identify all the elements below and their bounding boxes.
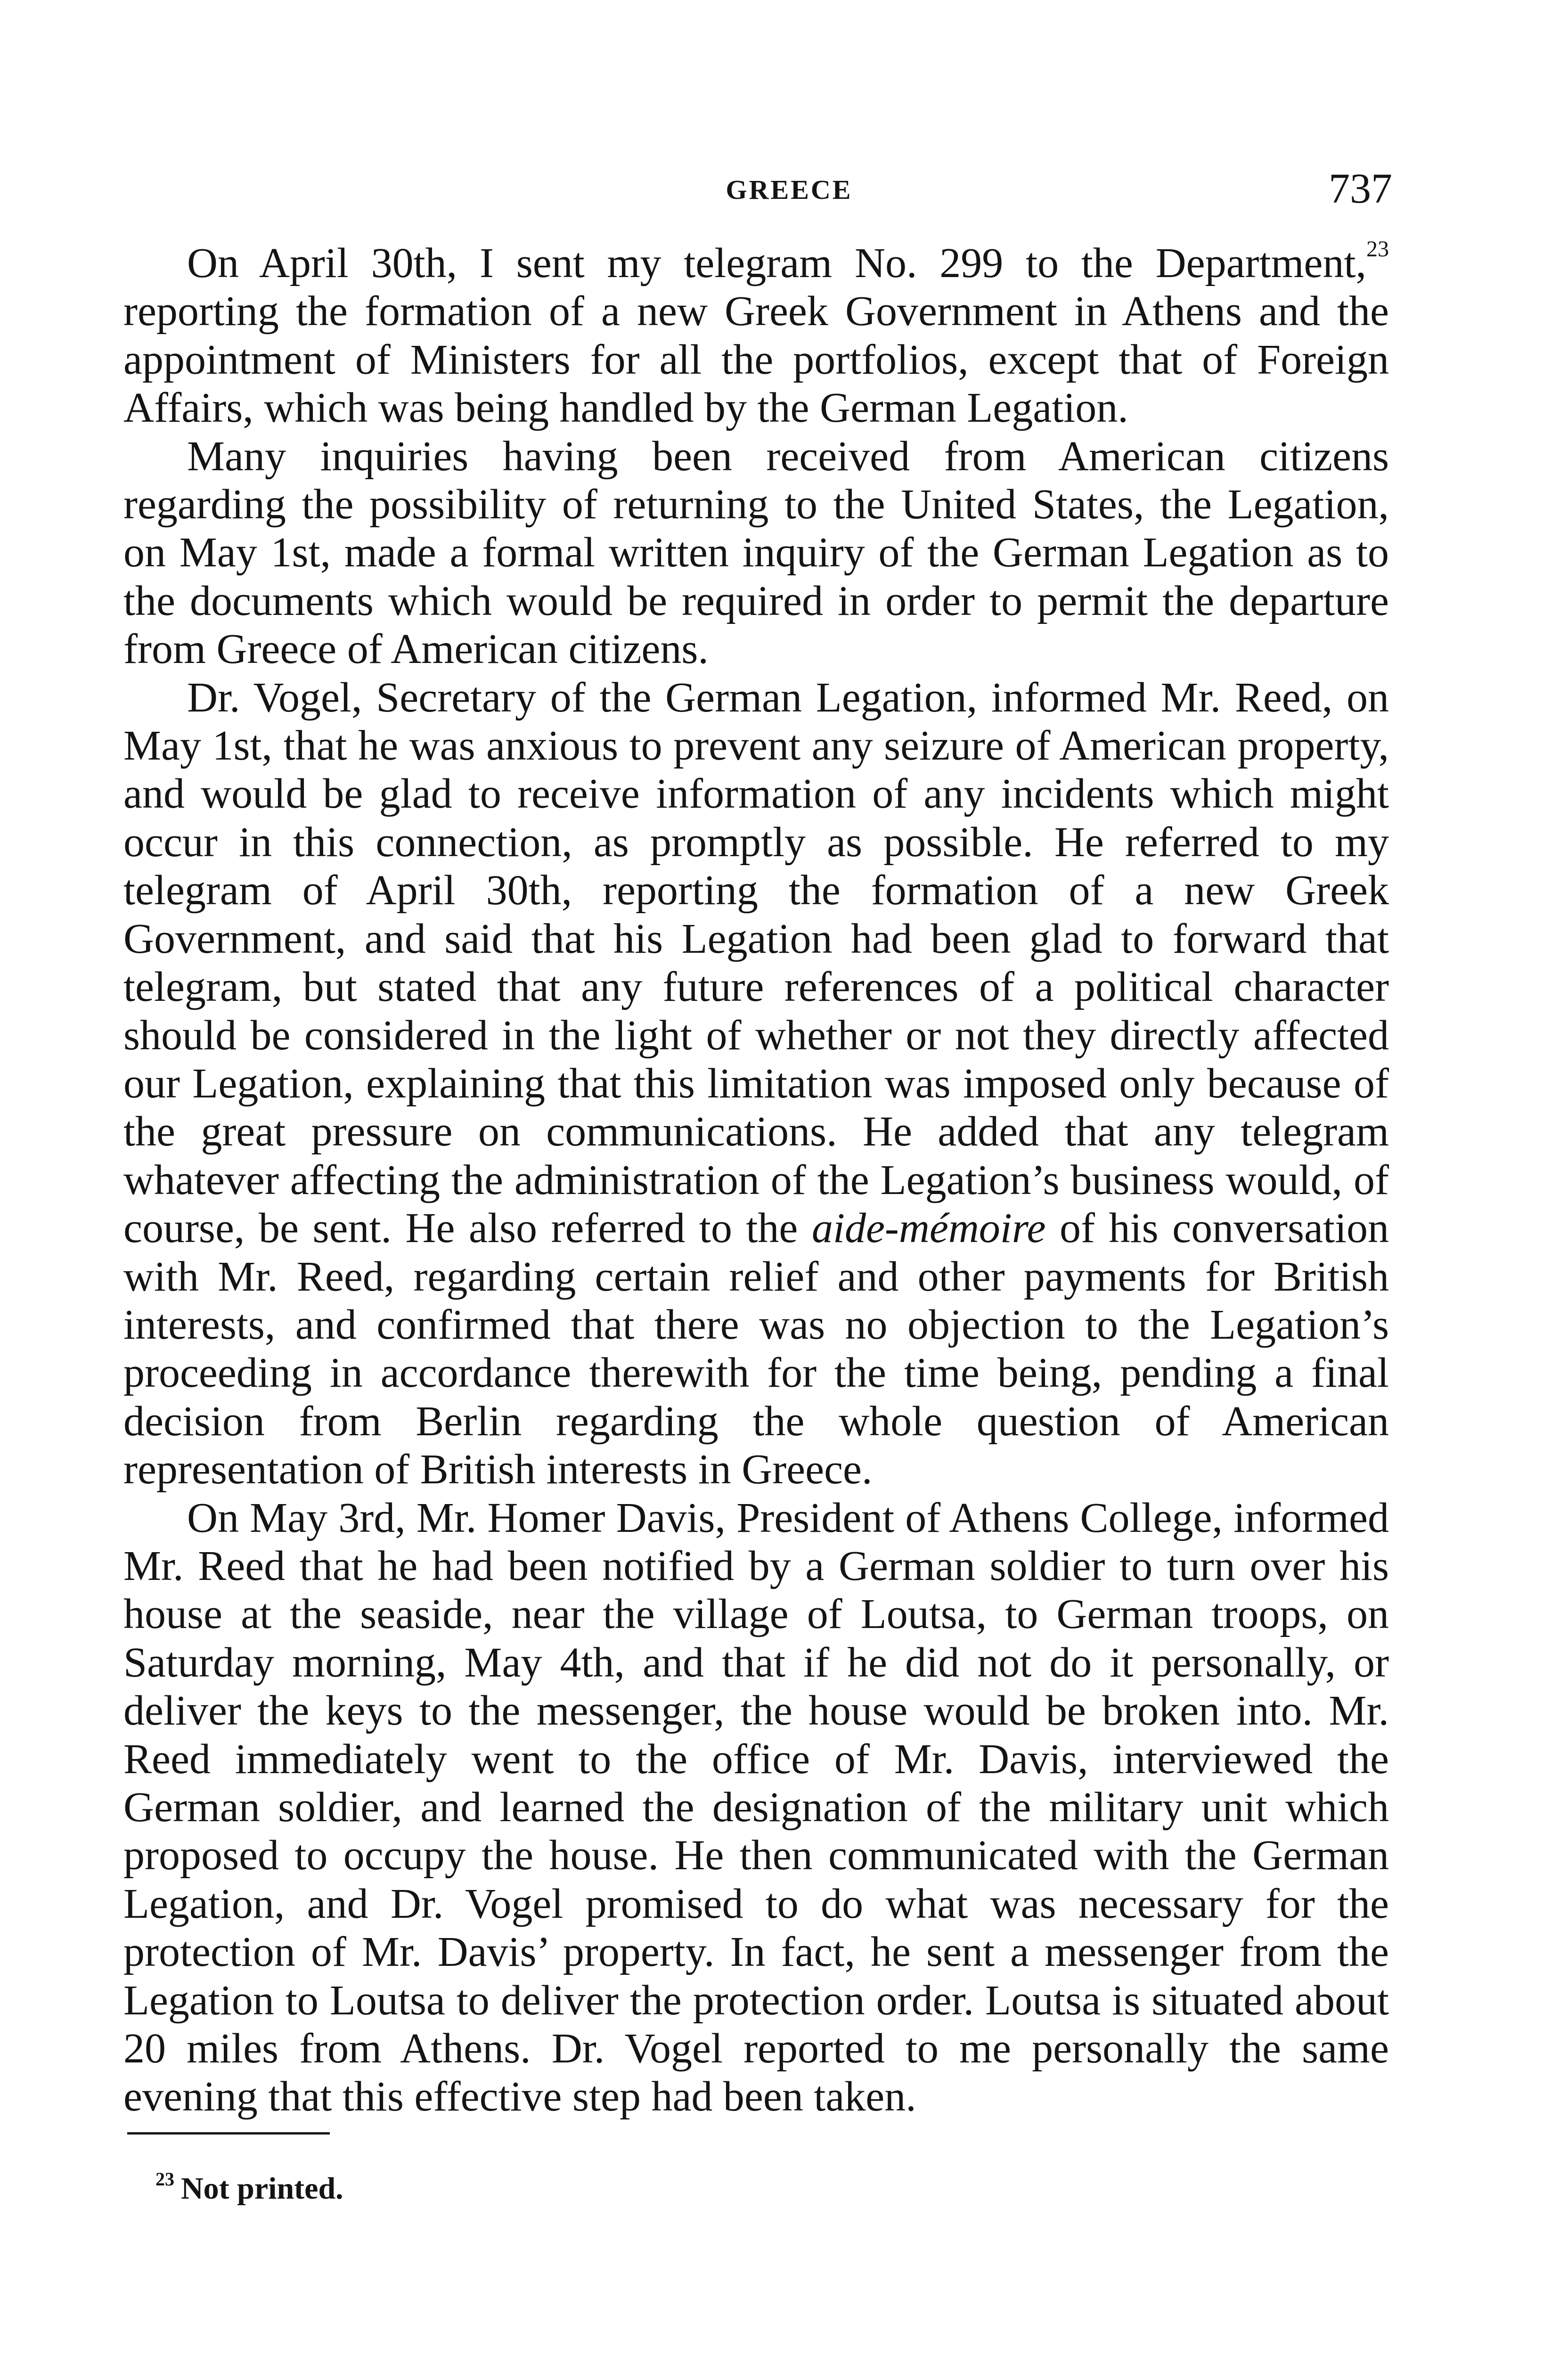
footnote-rule (127, 2132, 330, 2135)
footnote-text: Not printed. (181, 2171, 343, 2206)
running-title: GREECE (726, 174, 853, 205)
paragraph-3-italic-term: aide-mémoire (811, 1205, 1046, 1252)
paragraph-3-text-a: Dr. Vogel, Secretary of the German Legation, informed Mr. Reed, on May 1st, that he was anxious to prevent any seizure of American property, and would be glad to receive information of any incidents which might occur in this connection, as promptly as possible. He referred to my telegram of April 30th, reporting the formation of a new Greek Government, and said that his Legation had been glad to forward that telegram, but stated that any future references of a political character should be considered in the light of whether or not they directly affected our Legation, explaining that this limitation was imposed only because of the great pressure on communications. He added that any telegram whatever affecting the administration of the Legation’s business would, of course, be sent. He also referred to the (123, 674, 1389, 1252)
paragraph-1-text-a: On April 30th, I sent my telegram No. 299 to the Department, (187, 240, 1366, 286)
paragraph-2: Many inquiries having been received from American citizens regarding the possibility of returning to the United States, the Legation, on May 1st, made a formal written inquiry of the German Legation as to the documents which would be required in order to permit the departure from Greece of American citizens. (123, 433, 1389, 673)
footnote-reference: 23 (1366, 237, 1389, 262)
paragraph-1-text-b: reporting the formation of a new Greek Government in Athens and the appointment of Ministers for all the portfolios, except that of Foreign Affairs, which was being handled by the German Legation. (123, 288, 1389, 432)
footnote-marker: 23 (155, 2168, 174, 2190)
paragraph-3 (123, 674, 1389, 1494)
paragraph-3-text-b: of his conversation with Mr. Reed, regarding certain relief and other payments for British interests, and confirmed that there was no objection to the Legation’s proceeding in accordance therewith for the time being, pending a final decision from Berlin regarding the whole question of American representation of British interests in Greece. (123, 1205, 1389, 1493)
page-number: 737 (1329, 165, 1392, 212)
paragraph-1 (123, 239, 1389, 433)
body-text (123, 239, 1389, 2121)
paragraph-4: On May 3rd, Mr. Homer Davis, President of Athens College, informed Mr. Reed that he had been notified by a German soldier to turn over his house at the seaside, near the village of Loutsa, to German troops, on Saturday morning, May 4th, and that if he did not do it personally, or deliver the keys to the messenger, the house would be broken into. Mr. Reed immediately went to the office of Mr. Davis, interviewed the German soldier, and learned the designation of the military unit which proposed to occupy the house. He then communicated with the German Legation, and Dr. Vogel promised to do what was necessary for the protection of Mr. Davis’ property. In fact, he sent a messenger from the Legation to Loutsa to deliver the protection order. Loutsa is situated about 20 miles from Athens. Dr. Vogel reported to me personally the same evening that this effective step had been taken. (123, 1494, 1389, 2120)
footnote (155, 2170, 343, 2208)
running-head (186, 167, 1392, 219)
